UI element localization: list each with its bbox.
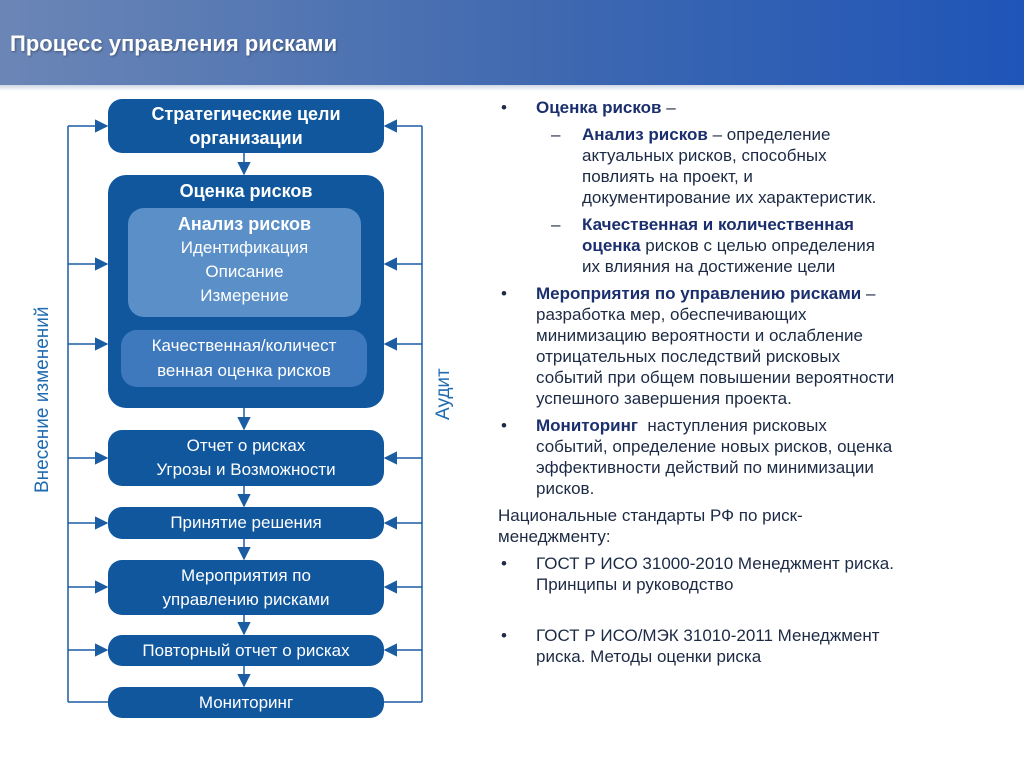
risk-measures-box — [108, 560, 384, 615]
assessment-suffix: – — [661, 98, 676, 117]
analysis-line4: документирование их характеристик. — [582, 188, 877, 207]
analysis-item-description: Описание — [205, 262, 284, 281]
qualitative-term-line1: Качественная и количественная — [582, 215, 854, 234]
measures-suffix: – — [861, 284, 876, 303]
assessment-term: Оценка рисков — [536, 98, 662, 117]
bullet-monitoring — [498, 415, 1018, 499]
standard-1-line2: Принципы и руководство — [536, 575, 734, 594]
measures-line1: Мероприятия по — [181, 565, 311, 585]
risk-assessment-box — [108, 175, 384, 408]
standards-intro-line2: менеджменту: — [498, 527, 611, 546]
standard-2-line2: риска. Методы оценки риска — [536, 647, 762, 666]
analysis-item-identification: Идентификация — [180, 238, 309, 257]
monitoring-label: Мониторинг — [198, 692, 294, 712]
risk-analysis-box — [128, 208, 361, 317]
analysis-term: Анализ рисков — [582, 125, 708, 144]
standard-item — [498, 553, 1018, 595]
repeat-report-box — [108, 635, 384, 666]
risk-report-line2: Угрозы и Возможности — [156, 460, 336, 479]
strategic-goals-line2: организации — [189, 128, 303, 148]
dash-mark: – — [551, 215, 561, 234]
analysis-line2: актуальных рисков, способных — [582, 146, 827, 165]
analysis-line3: повлиять на проект, и — [582, 167, 753, 186]
bullet-assessment — [498, 97, 1018, 118]
decision-label: Принятие решения — [170, 513, 322, 532]
measures-text-line2: минимизацию вероятности и ослабление — [536, 326, 863, 345]
page-title: Процесс управления рисками — [10, 31, 338, 56]
analysis-item-measurement: Измерение — [200, 286, 289, 305]
strategic-goals-line1: Стратегические цели — [151, 104, 341, 124]
monitoring-text-line3: рисков. — [536, 479, 595, 498]
quant-line1: Качественная/количест — [151, 336, 337, 355]
monitoring-rest: наступления рисковых — [637, 416, 827, 435]
measures-text-line1: разработка мер, обеспечивающих — [536, 305, 807, 324]
bullet-mark: • — [501, 284, 507, 303]
decision-box — [108, 507, 384, 539]
qualitative-line3: их влияния на достижение цели — [582, 257, 836, 276]
bullet-mark: • — [501, 98, 507, 117]
measures-term: Мероприятия по управлению рисками — [536, 284, 862, 303]
bullet-mark: • — [501, 554, 507, 573]
quant-line2: венная оценка рисков — [157, 361, 331, 380]
standard-item — [498, 625, 1018, 667]
measures-text-line3: отрицательных последствий рисковых — [536, 347, 841, 366]
risk-analysis-title: Анализ рисков — [177, 214, 312, 234]
measures-text-line5: успешного завершения проекта. — [536, 389, 792, 408]
dash-mark: – — [551, 125, 561, 144]
description-text — [498, 97, 1018, 667]
strategic-goals-box — [108, 99, 384, 153]
analysis-line1: – определение — [707, 125, 831, 144]
changes-label: Внесение изменений — [32, 306, 53, 493]
bullet-mark: • — [501, 416, 507, 435]
audit-label: Аудит — [433, 368, 454, 420]
risk-assessment-title: Оценка рисков — [179, 181, 313, 201]
risk-report-line1: Отчет о рисках — [186, 436, 306, 455]
bullet-measures — [498, 283, 1018, 409]
measures-text-line4: событий при общем повышении вероятности — [536, 368, 895, 387]
monitoring-text-line1: событий, определение новых рисков, оценка — [536, 437, 893, 456]
standards-intro-line1: Национальные стандарты РФ по риск- — [498, 506, 803, 525]
qualitative-rest-line2: рисков с целью определения — [640, 236, 875, 255]
monitoring-text-line2: эффективности действий по минимизации — [536, 458, 874, 477]
qualitative-quantitative-box — [121, 330, 367, 387]
risk-process-diagram — [0, 0, 480, 767]
standard-2-line1: ГОСТ Р ИСО/МЭК 31010-2011 Менеджмент — [536, 626, 880, 645]
monitoring-box — [108, 687, 384, 718]
standards-intro — [498, 505, 1018, 547]
repeat-report-label: Повторный отчет о рисках — [142, 640, 350, 660]
standard-1-line1: ГОСТ Р ИСО 31000-2010 Менеджмент риска. — [536, 554, 894, 573]
measures-line2: управлению рисками — [162, 589, 330, 609]
risk-report-box — [108, 430, 384, 486]
monitoring-term: Мониторинг — [536, 416, 638, 435]
sub-bullet-qualitative — [498, 214, 1018, 277]
bullet-mark: • — [501, 626, 507, 645]
qualitative-term-line2: оценка — [582, 236, 641, 255]
sub-bullet-analysis — [498, 124, 1018, 208]
